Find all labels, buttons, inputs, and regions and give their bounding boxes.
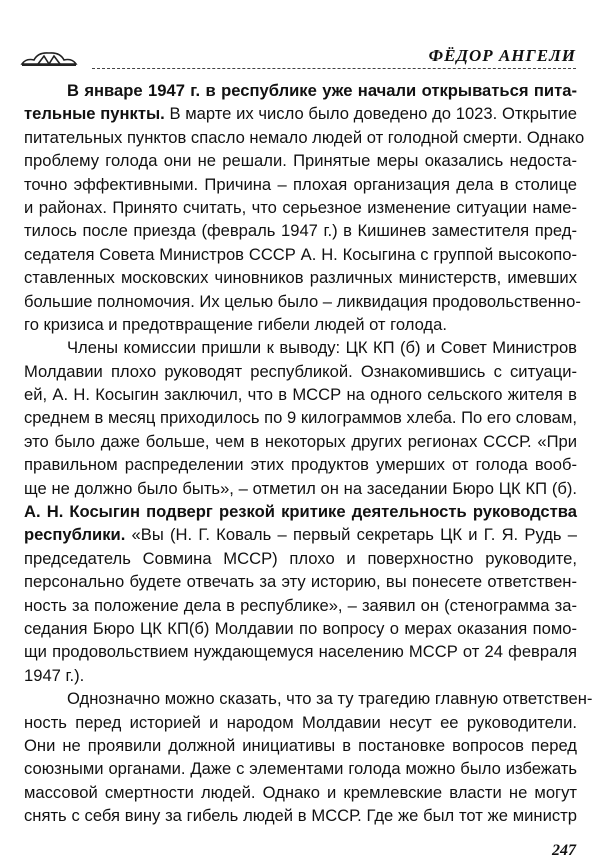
header-rule bbox=[92, 68, 576, 69]
bold-text: В январе 1947 г. в республике уже начали открываться пита- bbox=[67, 81, 577, 100]
regular-text: точно эффективными. Причина – плохая организация дела в столице bbox=[24, 174, 577, 194]
regular-text: и районах. Принято считать, что серьезное изменение ситуации наме- bbox=[24, 197, 577, 217]
regular-text: Молдавии плохо руководят республикой. Ознакомившись с ситуаци- bbox=[24, 361, 577, 381]
text-line bbox=[24, 477, 577, 500]
text-line bbox=[24, 196, 577, 219]
regular-text: Члены комиссии пришли к выводу: ЦК КП (б) и Совет Министров bbox=[67, 338, 577, 358]
regular-text: Они не проявили должной инициативы в постановке вопросов перед bbox=[24, 735, 577, 755]
text-line bbox=[24, 687, 593, 710]
regular-text: ще не должно было быть», – отметил он на заседании Бюро ЦК КП (б). bbox=[24, 478, 577, 498]
regular-text: председатель Совмина МССР) плохо и поверхностно руководите, bbox=[24, 548, 577, 568]
text-line bbox=[24, 406, 577, 429]
regular-text: 1947 г.). bbox=[24, 665, 85, 685]
text-line bbox=[24, 290, 581, 313]
regular-text: это было даже больше, чем в некоторых других регионах СССР. «При bbox=[24, 431, 577, 451]
bold-text: тельные пункты. bbox=[24, 104, 165, 124]
text-line bbox=[24, 126, 585, 149]
text-line bbox=[24, 336, 577, 359]
text-line bbox=[24, 79, 577, 102]
bold-text: республики. bbox=[24, 525, 126, 545]
text-line bbox=[24, 547, 577, 570]
text-line bbox=[24, 664, 577, 687]
text-line bbox=[24, 640, 577, 663]
regular-text: питательных пунктов спасло немало людей от голодной смерти. Однако bbox=[24, 127, 585, 147]
regular-text: правильном распределении этих продуктов умерших от голода вооб- bbox=[24, 455, 577, 475]
body-text bbox=[24, 79, 593, 828]
bold-text: А. Н. Косыгин подверг резкой критике деятельность руководства bbox=[24, 502, 577, 522]
regular-text: седателя Совета Министров СССР А. Н. Косыгина с группой высокопо- bbox=[24, 244, 577, 264]
running-title: ФЁДОР АНГЕЛИ bbox=[428, 46, 576, 65]
text-line bbox=[24, 523, 577, 546]
page-number: 247 bbox=[552, 842, 576, 859]
decorative-ornament-icon bbox=[20, 50, 78, 68]
regular-text: союзными органами. Даже с элементами голода можно было избежать bbox=[24, 759, 577, 779]
text-line bbox=[24, 757, 577, 780]
regular-text: ность перед историей и народом Молдавии несут ее руководители. bbox=[24, 712, 577, 732]
text-line bbox=[24, 243, 577, 266]
text-line bbox=[24, 430, 577, 453]
regular-text: ей, А. Н. Косыгин заключил, что в МССР на одного сельского жителя в bbox=[24, 385, 577, 405]
text-line bbox=[24, 313, 577, 336]
regular-text: среднем в месяц приходилось по 9 килограммов хлеба. По его словам, bbox=[24, 408, 577, 428]
regular-text: большие полномочия. Их целью было – ликвидация продовольственно- bbox=[24, 291, 581, 311]
text-line bbox=[24, 734, 577, 757]
regular-text: седания Бюро ЦК КП(б) Молдавии по вопросу о мерах оказания помо- bbox=[24, 618, 577, 638]
regular-text: В марте их число было доведено до 1023. Открытие bbox=[164, 104, 577, 124]
regular-text: массовой смертности людей. Однако и кремлевские власти не могут bbox=[24, 782, 577, 802]
text-line bbox=[24, 266, 577, 289]
text-line bbox=[24, 149, 577, 172]
regular-text: тилось после приезда (февраль 1947 г.) в Кишинев заместителя пред- bbox=[24, 221, 577, 241]
text-line bbox=[24, 804, 577, 827]
regular-text: снять с себя вину за гибель людей в МССР. Где же был тот же министр bbox=[24, 806, 577, 826]
text-line bbox=[24, 617, 577, 640]
text-line bbox=[24, 781, 577, 804]
text-line bbox=[24, 594, 577, 617]
regular-text: го кризиса и предотвращение гибели людей от голода. bbox=[24, 314, 447, 334]
text-line bbox=[24, 500, 577, 523]
text-line bbox=[24, 453, 577, 476]
text-line bbox=[24, 102, 577, 125]
text-line bbox=[24, 360, 577, 383]
regular-text: персонально будете отвечать за эту историю, вы понесете ответствен- bbox=[24, 572, 577, 592]
regular-text: ставленных московских чиновников различных министерств, имевших bbox=[24, 268, 577, 288]
text-line bbox=[24, 570, 577, 593]
text-line bbox=[24, 173, 577, 196]
regular-text: ность за положение дела в республике», – заявил он (стенограмма за- bbox=[24, 595, 577, 615]
regular-text: щи продовольствием нуждающемуся населению МССР от 24 февраля bbox=[24, 642, 577, 662]
regular-text: «Вы (Н. Г. Коваль – первый секретарь ЦК и Г. Я. Рудь – bbox=[125, 525, 577, 545]
text-line bbox=[24, 711, 577, 734]
text-line bbox=[24, 219, 577, 242]
regular-text: Однозначно можно сказать, что за ту трагедию главную ответствен- bbox=[67, 689, 593, 709]
regular-text: проблему голода они не решали. Принятые меры оказались недоста- bbox=[24, 151, 577, 171]
text-line bbox=[24, 383, 577, 406]
